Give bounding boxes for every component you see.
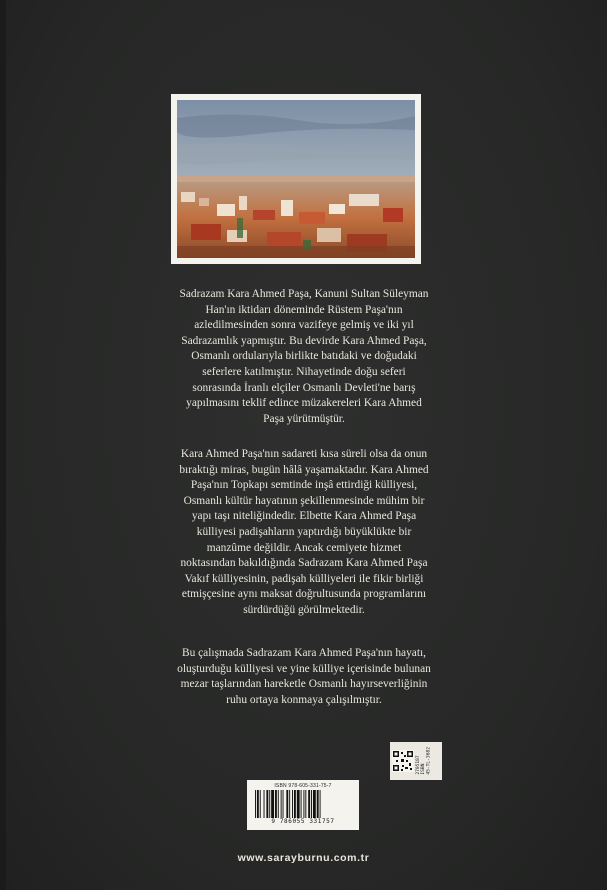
text-line: ruhu ortaya konmaya çalışılmıştır. <box>226 693 382 706</box>
text-line: Vakıf külliyesinin, padişah külliyeleri ile fikir birliği <box>184 572 424 585</box>
barcode-bar <box>317 790 319 818</box>
photo-frame <box>171 94 421 264</box>
sticker-line: 45-TL-3682 <box>426 747 432 775</box>
text-line: manzûme değildir. Ancak cemiyete hizmet <box>206 541 402 554</box>
barcode-bar <box>281 790 282 818</box>
barcode-bar <box>289 790 290 818</box>
barcode-bar <box>320 790 321 818</box>
barcode-bar <box>313 790 316 818</box>
isbn-digits: 9 786055 331757 <box>271 818 335 825</box>
text-line: Osmanlı kültür hayatının şekillenmesinde mühim bir <box>183 494 425 507</box>
cover-edge <box>0 0 6 890</box>
description-paragraph-3 <box>128 646 480 708</box>
barcode-bar <box>303 790 304 818</box>
barcode-bar <box>260 790 261 818</box>
description-paragraph-2 <box>128 447 480 619</box>
city-skyline-image <box>177 100 415 258</box>
barcode-bars <box>253 790 353 818</box>
text-line: mezar taşlarından hareketle Osmanlı hayırseverliğinin <box>180 678 428 691</box>
text-line: yapılmasını teklif edince müzakereleri Kara Ahmed <box>186 397 422 410</box>
barcode-bar <box>257 790 259 818</box>
text-line: yapı taşı niteliğindedir. Elbette Kara Ahmed Paşa <box>191 510 417 523</box>
barcode-bar <box>297 790 300 818</box>
text-line: noktasından bakıldığında Sadrazam Kara Ahmed Paşa <box>180 557 428 570</box>
description-paragraph-1 <box>128 287 480 427</box>
text-line: bıraktığı miras, bugün hâlâ yaşamaktadır. Kara Ahmed <box>179 463 429 476</box>
barcode-bar <box>269 790 270 818</box>
text-line: Han'ın iktidarı döneminde Rüstem Paşa'nın <box>205 303 403 316</box>
barcode-bar <box>255 790 256 818</box>
barcode-bar <box>283 790 284 818</box>
sticker-line: ISBN <box>421 763 427 775</box>
sticker-line: 2705187 <box>416 755 421 775</box>
barcode-bar <box>266 790 268 818</box>
text-line: sürdürdüğü görülmektedir. <box>243 603 365 616</box>
text-line: külliyesi padişahların yaptırdığı büyüklükte bir <box>196 525 412 538</box>
sticker-text <box>416 747 432 775</box>
text-line: sonrasında İranlı elçiler Osmanlı Devleti'ne barış <box>192 381 416 394</box>
library-sticker <box>390 742 442 780</box>
text-line: Sadrazamlık yapmıştır. Bu devirde Kara Ahmed Paşa, <box>181 334 427 347</box>
text-line: Paşa'nın Topkapı semtinde inşâ ettirdiği külliyesi, <box>190 479 418 492</box>
publisher-website[interactable]: www.sarayburnu.com.tr <box>237 852 370 864</box>
barcode-bar <box>264 790 265 818</box>
barcode-bar <box>278 790 279 818</box>
text-line: Osmanlı ordularıyla birlikte batıdaki ve doğudaki <box>191 350 417 363</box>
barcode-bar <box>271 790 274 818</box>
barcode-bar <box>294 790 296 818</box>
text-line: seferlere katılmıştır. Nihayetinde doğu seferi <box>202 365 406 378</box>
barcode-bar <box>305 790 306 818</box>
text-line: Kara Ahmed Paşa'nın sadareti kısa süreli olsa da onun <box>180 448 428 460</box>
isbn-barcode <box>247 780 359 830</box>
city-photo <box>177 100 415 258</box>
qr-code-icon <box>392 750 414 772</box>
barcode-bar <box>275 790 277 818</box>
barcode-bar <box>292 790 293 818</box>
text-line: Bu çalışmada Sadrazam Kara Ahmed Paşa'nın hayatı, <box>181 647 427 659</box>
text-line: Paşa yürütmüştür. <box>263 412 345 425</box>
barcode-bar <box>301 790 302 818</box>
text-line: Sadrazam Kara Ahmed Paşa, Kanuni Sultan Süleyman <box>179 288 429 300</box>
barcode-bar <box>286 790 288 818</box>
text-line: azledilmesinden sonra vazifeye gelmiş ve iki yıl <box>194 319 414 332</box>
isbn-label: ISBN 978-605-331-75-7 <box>274 783 332 789</box>
text-line: oluşturduğu külliyesi ve yine külliye içerisinde bulunan <box>177 662 431 675</box>
barcode-bar <box>308 790 310 818</box>
text-line: etmişçesine aynı maksat doğrultusunda programlarını <box>181 588 427 601</box>
barcode-bar <box>311 790 312 818</box>
